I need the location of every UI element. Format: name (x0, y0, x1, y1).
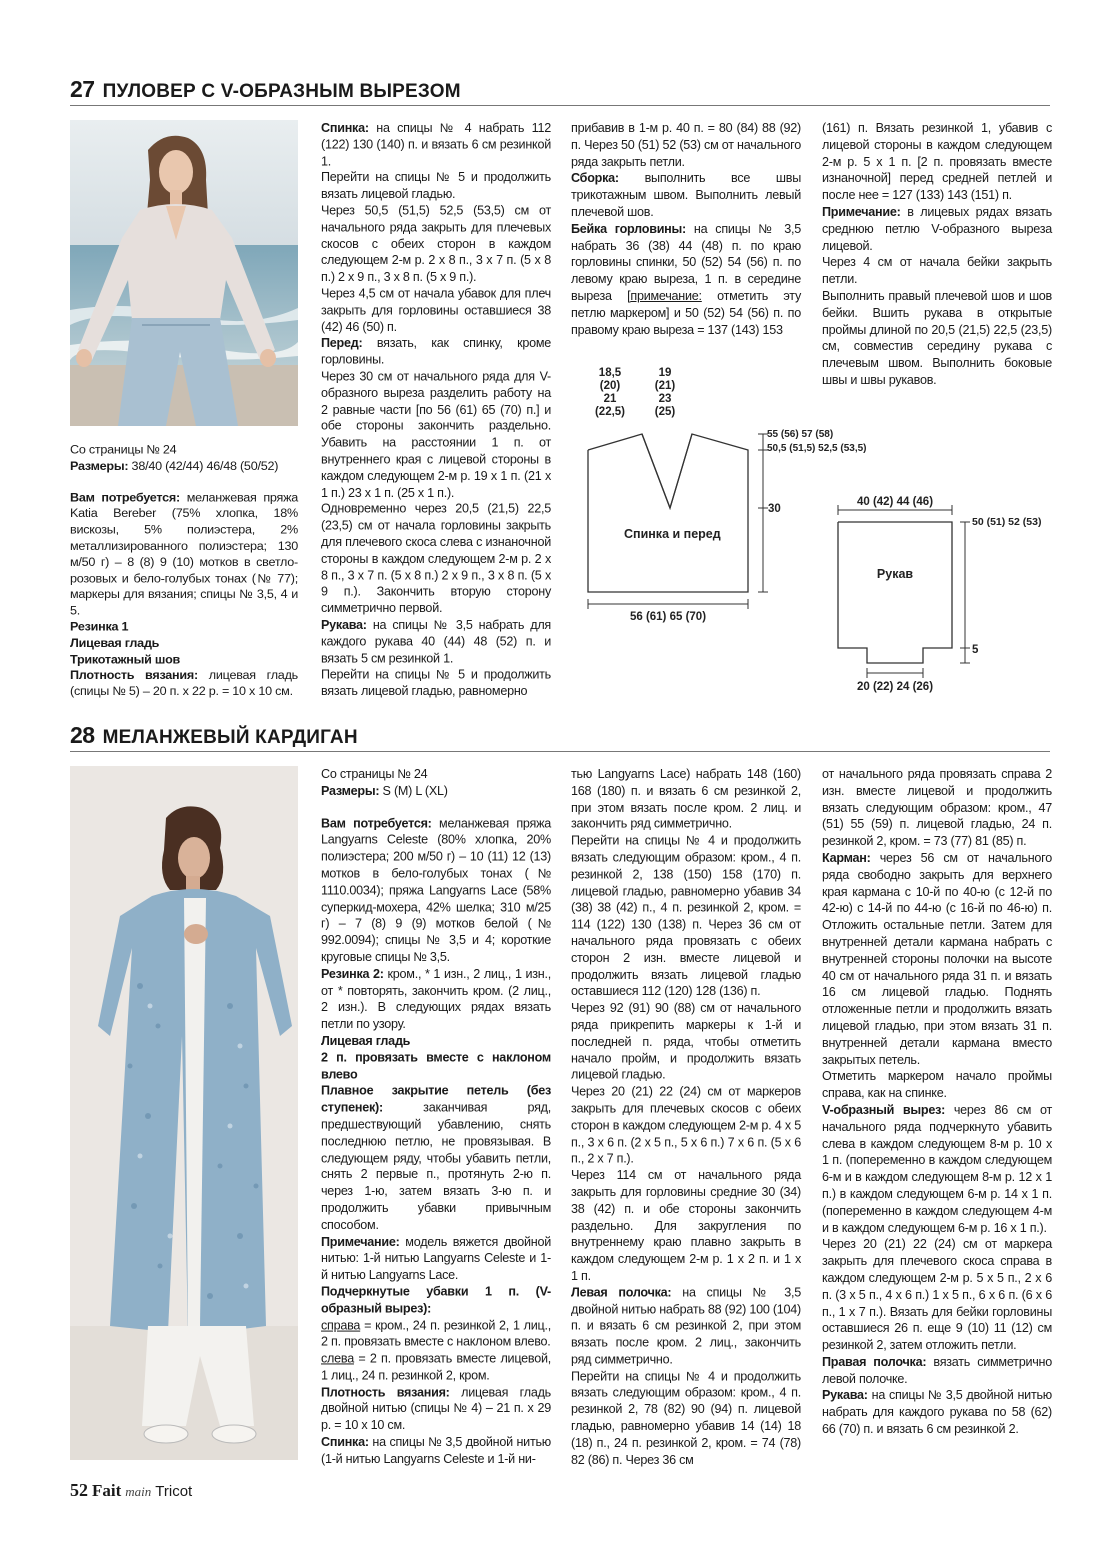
sleeve-top-width: 40 (42) 44 (46) (856, 496, 934, 508)
sizes-label: Размеры: (70, 459, 129, 473)
body-schematic (588, 434, 748, 592)
gauge-text: лицевая гладь двойной нитью (спицы № 4) – 21 п. х 29 р. = 10 х 10 см. (321, 1385, 551, 1433)
shoulder-width-1: 18,5 (598, 367, 622, 379)
smooth-bindoff-text: заканчивая ряд, предшествующий убавлению, снять последнюю петлю, не провязывая. В следующем ряду, чтобы убавить петли, снять 2 первые п., протянуть 2-ю п. через 1-ю, затем вязать 3-ю п. и продолжить убавки привычным способом. (321, 1100, 551, 1232)
section-28-header (70, 722, 1050, 752)
front-text-2: Через 30 см от начального ряда для V-образного выреза разделить работу на 2 равные части [по 56 (61) 65 (70) п.] и обе стороны закончить раздельно. Убавить на расстоянии 1 п. от внутреннего края с лицевой стороны в каждом следующем 2-м р. 19 х 1 п. (21 х 1 п.) 23 х 1 п. (25 х 1 п.). (321, 369, 551, 500)
note-text: модель вяжется двойной нитью: 1-й нитью Langyarns Celeste и 1-й нитью Langyarns Lace. (321, 1234, 551, 1282)
finishing-text: Выполнить правый плечевой шов и шов бейки. Вшить рукава в открытые проймы длиной по 20,5 (21,5) 22,5 (23,5) см, совместив середину рукава с плечевым швом. Выполнить боковые швы и швы рукавов. (822, 288, 1052, 387)
v-neck-text: через 86 см от начального ряда подчеркнуто убавить слева в каждом следующем 8-м р. 10 х 1 п. (попеременно в каждом следующем 6-м и в каждом следующем 8-м р. 12 х 1 п.) в каждом следующем 6-м р. 14 х 1 п. (попеременно в каждом следующем 4-м и в каждом следующем 6-м р. 16 х 1 п.). (822, 1102, 1052, 1235)
neck-width-4: (25) (654, 406, 676, 418)
section-27-title: ПУЛОВЕР С V-ОБРАЗНЫМ ВЫРЕЗОМ (102, 81, 461, 102)
shoulder-width-2: (20) (599, 380, 621, 392)
magazine-brand-script: main (125, 1484, 152, 1499)
sizes-value: S (M) L (XL) (379, 783, 448, 798)
assembly-text: выполнить все швы трикотажным швом. Выполнить левый плечевой шов. (571, 171, 801, 219)
neck-width-3: 23 (658, 393, 672, 405)
smooth-bindoff-label: Плавное закрытие петель (без ступенек): (321, 1083, 551, 1115)
pattern-rib1: Резинка 1 (70, 620, 129, 634)
right-label: справа (321, 1318, 361, 1333)
materials-label: Вам потребуется: (70, 490, 180, 505)
back-text-2: Перейти на спицы № 5 и продолжить вязать лицевой гладью. (321, 170, 551, 202)
neckband-cont: (161) п. Вязать резинкой 1, убавив с лицевой стороны в каждом следующем 2-м р. 5 х 1 п. [2 п. провязать вместе изнаночной] перед средней петлей и после нее = 127 (133) 143 (151) п. (822, 121, 1052, 203)
pattern-stockinette: Лицевая гладь (70, 636, 160, 650)
magazine-brand: Fait (92, 1481, 122, 1500)
decrease-label: Подчеркнутые убавки 1 п. (V-образный вырез): (321, 1284, 551, 1316)
right-text: = кром., 24 п. резинкой 2, 1 лиц., 2 п. провязать вместе с наклоном влево. (321, 1318, 551, 1349)
shoulder-width-3: 21 (603, 393, 617, 405)
shoulder-text: Через 20 (21) 22 (24) см от маркера закрыть для плечевого скоса справа в каждом следующем 2-м р. 5 х 5 п., 2 х 6 п. (3 х 5 п., 4 х 6 п.) 1 х 5 п., 6 х 6 п. (6 х 6 п., 1 х 7 п.). Вязать для бейки горловины оставшиеся 26 п. еще 9 (10) 11 (12) см резинкой 2, затем отложить петли. (822, 1237, 1052, 1353)
materials-label: Вам потребуется: (321, 816, 432, 831)
left-front-cont: Перейти на спицы № 4 и продолжить вязать следующим образом: кром., 4 п. резинкой 2, 78 (82) 90 (94) п. лицевой гладью, равномерно убавив 14 (14) 18 (18) п., 24 п. резинкой 2, кром. = 74 (78) 82 (86) п. Через 36 см (571, 1369, 801, 1467)
from-page: Со страницы № 24 (70, 442, 177, 457)
height-dimension-lines (758, 434, 768, 592)
cuff-width-dimension (867, 668, 923, 678)
left-text: = 2 п. провязать вместе лицевой, 1 лиц., 24 п. резинкой 2, кром. (321, 1351, 551, 1383)
right-front-text: вязать симметрично левой полочке. (822, 1354, 1053, 1386)
width-dimension-line (588, 599, 748, 609)
sleeve-height-dimension (960, 522, 970, 663)
pocket-text: через 56 см от начального ряда свободно закрыть для верхнего края кармана с 10-й по 40-ю (с 12-й по 42-ю) с 14-й по 44-ю (с 16-й по 46-ю) п. Отложить остальные петли. Затем для внутренней детали кармана набрать с внутренней стороны полочки на высоте 40 см от начального ряда 31 п. и вязать 16 см лицевой гладью. Поднять отложенные петли и продолжить вязать лицевой гладью, при этом вязать 31 п. внутренней детали кармана вместо закрытых петель. (822, 850, 1052, 1067)
armhole-marker-text: Отметить маркером начало проймы справа, как на спинке. (822, 1069, 1052, 1101)
body-width: 56 (61) 65 (70) (629, 611, 707, 623)
s28-col3 (571, 766, 801, 1468)
back-cont-2: Перейти на спицы № 4 и продолжить вязать следующим образом: кром., 4 п. резинкой 2, 138 (150) 158 (170) п. лицевой гладью, равномерно убавив 34 (38) 38 (42) п., 4 п. резинкой 2, кром. = 114 (122) 130 (138) п. Через 36 см от начального ряда провязать с обеих сторон 2 изн. вместе лицевой и продолжить вязать лицевой гладью оставшиеся 112 (120) 128 (136) п. (571, 833, 801, 999)
pattern-seam: Трикотажный шов (70, 652, 181, 666)
rib2-label: Резинка 2: (321, 966, 384, 981)
sleeve-height: 50 (51) 52 (53) (972, 516, 1042, 528)
sizes-label: Размеры: (321, 783, 380, 798)
front-text-3: Одновременно через 20,5 (21,5) 22,5 (23,5) см от начала горловины закрыть для плечевого скоса слева с изнаночной стороны в каждом следующем 2-м р. 2 х 8 п., 3 х 7 п. (5 х 8 п.) 2 х 9 п., 3 х 8 п. (5 х 9 п.). Закончить вторую сторону симметрично первой. (321, 502, 551, 616)
sleeve-schematic (838, 522, 952, 663)
gauge-label: Плотность вязания: (321, 1385, 450, 1399)
bind-off-text: Через 4 см от начала бейки закрыть петли. (822, 255, 1052, 287)
body-piece-label: Спинка и перед (624, 527, 721, 541)
pocket-label: Карман: (822, 850, 871, 865)
v-neck-label: V-образный вырез: (822, 1102, 946, 1117)
neckband-label: Бейка горловины: (571, 221, 686, 236)
neckband-text-1: на спицы № 3,5 набрать 36 (38) 44 (48) п. по краю горловины спинки, 50 (52) 54 (56) п. по левому краю выреза, 1 п. в середине выреза [ (571, 221, 801, 303)
cuff-width: 20 (22) 24 (26) (856, 681, 934, 693)
from-page: Со страницы № 24 (321, 766, 428, 781)
section-28-number: 28 (70, 722, 95, 748)
magazine-brand-tail: Tricot (155, 1483, 193, 1500)
page-footer (70, 1480, 192, 1501)
gauge-text: лицевая гладь (спицы № 5) – 20 п. х 22 р. = 10 х 10 см. (70, 668, 298, 699)
neck-width-2: (21) (654, 380, 676, 392)
back-cont-1: тью Langyarns Lace) набрать 148 (160) 168 (180) п. и вязать 6 см резинкой 2, при этом вязать после кром. 2 лиц. и закончить ряд симметрично. (571, 766, 801, 832)
neckband-note: примечание: (630, 288, 702, 303)
cardigan-photo (70, 766, 298, 1460)
s27-col3 (571, 120, 801, 338)
back-text-3: Через 50,5 (51,5) 52,5 (53,5) см от начального ряда закрыть для плечевых скосов с обеих сторон в каждом следующем 2-м р. 2 х 8 п., 3 х 7 п. (5 х 8 п.) 2 х 9 п., 3 х 8 п. (5 х 9 п.). (321, 203, 551, 284)
gauge-label: Плотность вязания: (70, 668, 198, 683)
note-label: Примечание: (822, 204, 901, 219)
stitch-k2tog-left: 2 п. провязать вместе с наклоном влево (321, 1050, 551, 1082)
front-label: Перед: (321, 336, 363, 351)
sleeves-text-2: Перейти на спицы № 5 и продолжить вязать лицевой гладью, равномерно (321, 667, 551, 699)
back-label: Спинка: (321, 1435, 369, 1450)
materials-text: меланжевая пряжа Katia Bereber (75% хлопка, 18% вискозы, 5% полиэстера, 2% металлизированного полиэстера; 130 м/50 г) – 8 (8) 9 (10) мотков в светло-розовых и бело-голубых тонах (№ 77); маркеры для вязания; спицы № 3,5, 4 и 5. (70, 490, 299, 618)
neckband-text-2: отметить эту петлю маркером] и 50 (52) 54 (56) п. по правому краю выреза = 137 (143) 153 (571, 288, 802, 337)
s27-col4 (822, 120, 1052, 389)
note-label: Примечание: (321, 1234, 400, 1249)
sleeve-cont: прибавив в 1-м р. 40 п. = 80 (84) 88 (92) п. Через 50 (51) 52 (53) см от начального ряда закрыть петли. (571, 121, 801, 169)
section-27-number: 27 (70, 76, 95, 102)
s27-col1 (70, 442, 298, 700)
section-28-title: МЕЛАНЖЕВЫЙ КАРДИГАН (102, 727, 358, 748)
s28-col4 (822, 766, 1052, 1438)
pullover-schematic (560, 360, 1060, 700)
stitch-stockinette: Лицевая гладь (321, 1033, 411, 1048)
pullover-photo (70, 120, 298, 426)
section-27-header (70, 76, 1050, 106)
sleeves-text: на спицы № 3,5 двойной нитью набрать для каждого рукава по 58 (62) 66 (70) п. и вязать 6 см резинкой 2. (822, 1388, 1052, 1437)
left-front-label: Левая полочка: (571, 1285, 672, 1300)
v-neck-depth: 30 (768, 503, 781, 515)
right-front-label: Правая полочка: (822, 1354, 927, 1369)
s27-col2 (321, 120, 551, 700)
shoulder-width-4: (22,5) (594, 406, 626, 418)
note-text: в лицевых рядах вязать среднюю петлю V-образного выреза лицевой. (822, 204, 1052, 253)
sleeves-label: Рукава: (822, 1388, 868, 1403)
shoulder-height: 50,5 (51,5) 52,5 (53,5) (767, 443, 867, 454)
back-text-4: Через 4,5 см от начала убавок для плеч закрыть для горловины оставшиеся 38 (42) 46 (50) п. (321, 286, 551, 334)
left-label: слева (321, 1351, 354, 1366)
back-cont-5: Через 114 см от начального ряда закрыть для горловины средние 30 (34) 38 (42) п. и обе стороны закончить раздельно. Для закругления по внутреннему краю плавно закрыть в каждом следующем 2-м р. 1 х 2 п. и 1 х 1 п. (571, 1168, 801, 1283)
rib2-text: кром., * 1 изн., 2 лиц., 1 изн., от * повторять, закончить кром. (2 лиц., 2 изн.). В следующих рядах вязать петли по узору. (321, 966, 552, 1032)
sleeve-piece-label: Рукав (876, 567, 914, 581)
back-label: Спинка: (321, 120, 369, 135)
page-number: 52 (70, 1480, 88, 1500)
front-text-1: вязать, как спинку, кроме горловины. (321, 336, 551, 367)
sleeves-text-1: на спицы № 3,5 набрать для каждого рукава 40 (44) 48 (52) п. и вязать 5 см резинкой 1. (321, 618, 551, 665)
left-front-text: на спицы № 3,5 двойной нитью набрать 88 (92) 100 (104) п. и вязать 6 см резинкой 2, при этом вязать после кром. 2 лиц., закончить ряд симметрично. (571, 1285, 802, 1367)
s28-col2 (321, 766, 551, 1468)
back-text-1: на спицы № 4 набрать 112 (122) 130 (140) п. и вязать 6 см резинкой 1. (321, 120, 551, 168)
back-cont-4: Через 20 (21) 22 (24) см от маркеров закрыть для плечевых скосов с обеих сторон в каждом следующем 2-м р. 4 х 5 п., 3 х 6 п. (2 х 5 п., 5 х 6 п.) 7 х 6 п. (5 х 6 п., 2 х 7 п.). (571, 1084, 801, 1166)
sizes-value: 38/40 (42/44) 46/48 (50/52) (128, 459, 279, 473)
materials-text: меланжевая пряжа Langyarns Celeste (80% хлопка, 20% полиэстера; 200 м/50 г) – 10 (11) 12 (13) мотков в бело-голубых тонах (№ 1110.0034); пряжа Langyarns Lace (58% суперкид-мохера, 42% шелка; 310 м/25 г) – 7 (8) 9 (9) мотков белой (№ 992.0094); спицы № 3,5 и 4; короткие круговые спицы № 3,5. (321, 816, 552, 965)
assembly-label: Сборка: (571, 171, 619, 186)
back-cont-3: Через 92 (91) 90 (88) см от начального ряда прикрепить маркеры к 1-й и последней п. ряда, чтобы отметить начало пройм, и продолжить вязать лицевой гладью. (571, 1001, 801, 1082)
neck-width-1: 19 (658, 367, 672, 379)
back-text: на спицы № 3,5 двойной нитью (1-й нитью Langyarns Celeste и 1-й ни- (321, 1435, 551, 1466)
total-height: 55 (56) 57 (58) (767, 429, 834, 440)
cuff-height: 5 (972, 644, 979, 656)
sleeves-label: Рукава: (321, 618, 367, 632)
left-front-cont-2: от начального ряда провязать справа 2 изн. вместе лицевой и продолжить вязать следующим образом: кром., 47 (51) 55 (59) п. лицевой гладью, 24 п. резинкой 2, кром. = 73 (77) 81 (85) п. (822, 767, 1052, 849)
